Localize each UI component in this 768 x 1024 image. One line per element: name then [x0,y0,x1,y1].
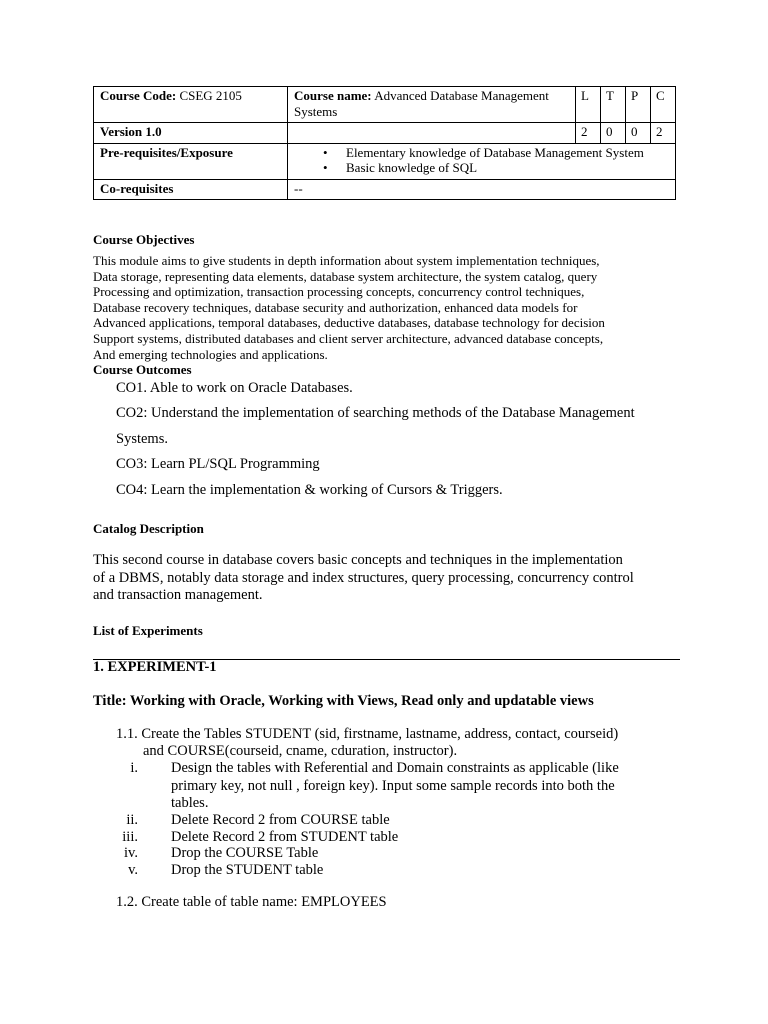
course-name-value: Advanced Database Management Systems [294,88,549,119]
table-row-version [94,123,676,144]
course-code-label: Course Code: [100,88,177,103]
ltpc-value-t: 0 [601,123,626,144]
item-1-1-line1: 1.1. Create the Tables STUDENT (sid, firstname, lastname, address, contact, courseid) [116,726,619,742]
subitem-line: Drop the COURSE Table [171,845,319,861]
catalog-heading: Catalog Description [93,521,204,536]
ltpc-header-t: T [601,87,626,123]
ltpc-value-c: 2 [651,123,676,144]
list-item: • Basic knowledge of SQL [346,160,675,176]
ltpc-header-l: L [576,87,601,123]
outcome-co4: CO4: Learn the implementation & working of Cursors & Triggers. [116,482,503,498]
ltpc-value-l: 2 [576,123,601,144]
ltpc-value-p: 0 [626,123,651,144]
course-code-value: CSEG 2105 [179,88,242,103]
subitem-line: tables. [171,795,209,811]
subitem-line: primary key, not null , foreign key). Input some sample records into both the [171,777,615,794]
prereq-list [294,145,675,176]
table-row-prereq [94,143,676,179]
course-name-cell [288,87,576,123]
version-label: Version 1.0 [94,123,288,144]
table-row-course [94,87,676,123]
list-item: • Elementary knowledge of Database Management System [346,145,675,161]
outcome-co3: CO3: Learn PL/SQL Programming [116,456,320,472]
catalog-paragraph [93,552,693,605]
objectives-line: Support systems, distributed databases and client server architecture, advanced database concepts, [93,330,604,346]
ltpc-header-c: C [651,87,676,123]
prereq-label: Pre-requisites/Exposure [94,143,288,179]
subitem-list [0,760,700,878]
list-item [0,829,700,846]
table-row-coreq [94,179,676,200]
catalog-line: This second course in database covers basic concepts and techniques in the implementation [93,552,623,568]
subitem-number: ii. [126,812,138,828]
course-info-table [93,86,676,200]
course-name-label: Course name: [294,88,372,103]
coreq-value: -- [288,179,676,200]
objectives-heading: Course Objectives [93,232,195,247]
outcome-co2-line1: CO2: Understand the implementation of searching methods of the Database Management [116,405,635,421]
subitem-line: Delete Record 2 from COURSE table [171,812,390,828]
outcome-co2-line2: Systems. [116,431,168,447]
item-1-1-line2: and COURSE(courseid, cname, cduration, instructor). [143,743,458,759]
subitem-line: Delete Record 2 from STUDENT table [171,828,399,845]
outcomes-heading: Course Outcomes [93,362,192,377]
experiment-1-title: 1. EXPERIMENT-1 [93,659,217,675]
subitem-line: Design the tables with Referential and Domain constraints as applicable (like [171,760,619,776]
objectives-line: Database recovery techniques, database security and authorization, enhanced data models for [93,299,578,315]
course-code-cell [94,87,288,123]
ltpc-header-p: P [626,87,651,123]
catalog-line: of a DBMS, notably data storage and index structures, query processing, concurrency control [93,569,634,586]
subitem-number: i. [130,760,138,776]
coreq-label: Co-requisites [94,179,288,200]
list-item [0,862,700,879]
list-item [0,845,700,862]
objectives-line: And emerging technologies and applications. [93,346,328,362]
objectives-paragraph [93,253,693,362]
catalog-line: and transaction management. [93,587,263,603]
list-item [0,760,700,812]
version-empty-cell [288,123,576,144]
subitem-number: iii. [122,828,138,845]
objectives-line: Advanced applications, temporal databases, deductive databases, database technology for decision [93,315,605,331]
subitem-number: v. [128,861,138,878]
experiments-heading: List of Experiments [93,623,203,638]
prereq-cell [288,143,676,179]
list-item [0,812,700,829]
subitem-number: iv. [124,845,138,861]
objectives-line: Processing and optimization, transaction processing concepts, concurrency control techniques, [93,284,585,300]
item-1-2: 1.2. Create table of table name: EMPLOYEES [116,894,387,910]
experiment-1-subtitle: Title: Working with Oracle, Working with Views, Read only and updatable views [93,693,594,709]
subitem-line: Drop the STUDENT table [171,861,324,878]
objectives-line: This module aims to give students in depth information about system implementation techniques, [93,253,600,268]
objectives-line: Data storage, representing data elements, database system architecture, the system catalog, query [93,268,598,284]
outcome-co1: CO1. Able to work on Oracle Databases. [116,380,353,396]
